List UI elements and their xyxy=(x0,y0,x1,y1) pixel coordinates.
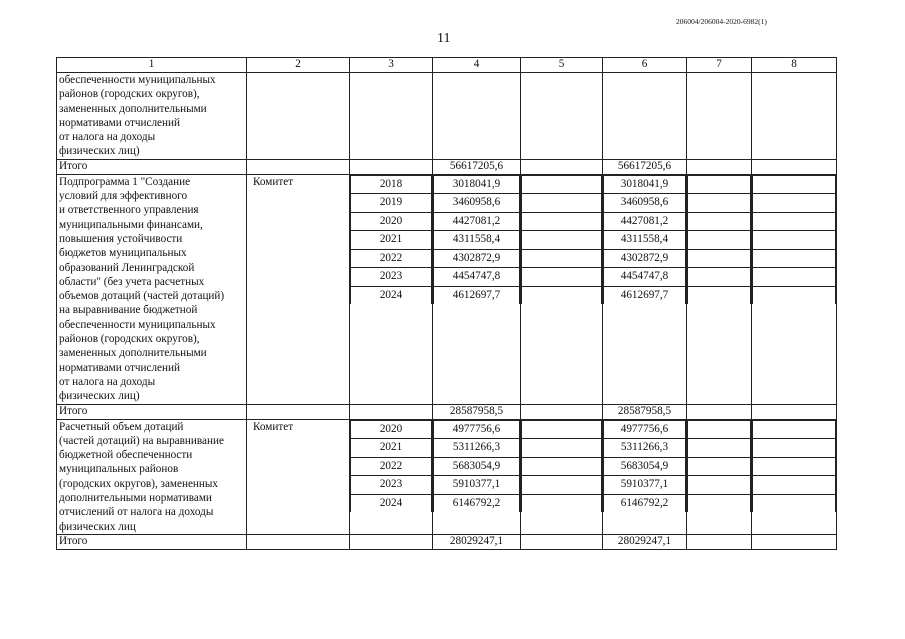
total-row xyxy=(57,404,837,419)
column-header: 3 xyxy=(350,58,433,73)
year-cell: 2020 xyxy=(351,420,432,439)
column-header: 8 xyxy=(752,58,837,73)
empty-cell xyxy=(753,457,836,476)
description-line: Подпрограмма 1 "Создание xyxy=(59,175,191,188)
amount-cell: 5910377,1 xyxy=(434,476,520,495)
empty-cell xyxy=(688,439,751,458)
description-line: и ответственного управления xyxy=(59,204,199,217)
year-cell: 2019 xyxy=(351,194,432,213)
description-line: физических лиц xyxy=(59,520,136,533)
description-line: объемов дотаций (частей дотаций) xyxy=(59,290,225,303)
description-line: дополнительными нормативами xyxy=(59,492,212,505)
description-line: замененных дополнительными xyxy=(59,347,207,360)
empty-cell xyxy=(753,439,836,458)
description-line: повышения устойчивости xyxy=(59,232,183,245)
column-header: 7 xyxy=(687,58,752,73)
amount-cell: 3018041,9 xyxy=(604,175,686,194)
empty-cell xyxy=(688,494,751,512)
empty-cell xyxy=(753,249,836,268)
amount-cell: 5683054,9 xyxy=(434,457,520,476)
description-line: обеспеченности муниципальных xyxy=(59,74,216,86)
empty-cell xyxy=(753,175,836,194)
description-line: области" (без учета расчетных xyxy=(59,275,205,288)
program-description xyxy=(57,174,247,404)
year-cell: 2024 xyxy=(351,286,432,304)
amount-cell: 3018041,9 xyxy=(434,175,520,194)
empty-cell xyxy=(688,420,751,439)
description-line: (городских округов), замененных xyxy=(59,477,219,490)
amount-cell: 5311266,3 xyxy=(434,439,520,458)
column-header: 5 xyxy=(521,58,603,73)
amount-cell: 4612697,7 xyxy=(604,286,686,304)
empty-cell xyxy=(522,194,602,213)
page-number: 11 xyxy=(437,31,451,46)
amount-cell: 5910377,1 xyxy=(604,476,686,495)
year-cell: 2023 xyxy=(351,268,432,287)
total-value: 28029247,1 xyxy=(433,534,521,549)
empty-cell xyxy=(753,476,836,495)
description-line: муниципальными финансами, xyxy=(59,218,203,231)
amount-cell: 4302872,9 xyxy=(434,249,520,268)
empty-cell xyxy=(688,175,751,194)
budget-table xyxy=(56,57,837,550)
empty-cell xyxy=(753,494,836,512)
column-header: 6 xyxy=(603,58,687,73)
description-line: нормативами отчислений xyxy=(59,116,180,129)
year-cell: 2020 xyxy=(351,212,432,231)
total-row xyxy=(57,534,837,549)
amount-cell: 4311558,4 xyxy=(604,231,686,250)
amount-cell: 5683054,9 xyxy=(604,457,686,476)
amount-cell: 4454747,8 xyxy=(434,268,520,287)
empty-cell xyxy=(688,231,751,250)
column-header: 1 xyxy=(57,58,247,73)
empty-cell xyxy=(688,476,751,495)
description-line: от налога на доходы xyxy=(59,131,156,144)
amount-cell: 4311558,4 xyxy=(434,231,520,250)
organization: Комитет xyxy=(247,419,350,534)
description-line: физических лиц) xyxy=(59,390,140,403)
year-cell: 2021 xyxy=(351,231,432,250)
description-line: обеспеченности муниципальных xyxy=(59,318,216,331)
empty-cell xyxy=(522,175,602,194)
year-cell: 2024 xyxy=(351,494,432,512)
amount-cell: 6146792,2 xyxy=(434,494,520,512)
description-line: районов (городских округов), xyxy=(59,88,200,101)
empty-cell xyxy=(688,212,751,231)
empty-cell xyxy=(522,476,602,495)
description-line: муниципальных районов xyxy=(59,463,179,476)
empty-cell xyxy=(753,231,836,250)
amount-cell: 4454747,8 xyxy=(604,268,686,287)
total-row xyxy=(57,159,837,174)
year-cell: 2018 xyxy=(351,175,432,194)
description-line: Расчетный объем дотаций xyxy=(59,420,184,433)
total-value: 56617205,6 xyxy=(433,159,521,174)
amount-cell: 4427081,2 xyxy=(434,212,520,231)
empty-cell xyxy=(522,231,602,250)
program-description xyxy=(57,73,247,160)
description-line: отчислений от налога на доходы xyxy=(59,506,214,519)
empty-cell xyxy=(688,457,751,476)
empty-cell xyxy=(753,286,836,304)
document-id: 206004/206004-2020-6982(1) xyxy=(676,17,767,26)
year-cell: 2021 xyxy=(351,439,432,458)
amount-cell: 3460958,6 xyxy=(604,194,686,213)
empty-cell xyxy=(753,212,836,231)
column-header: 4 xyxy=(433,58,521,73)
empty-cell xyxy=(753,420,836,439)
description-line: образований Ленинградской xyxy=(59,261,195,274)
amount-cell: 4977756,6 xyxy=(604,420,686,439)
total-label: Итого xyxy=(57,404,247,419)
total-label: Итого xyxy=(57,534,247,549)
empty-cell xyxy=(688,268,751,287)
organization: Комитет xyxy=(247,174,350,404)
description-line: от налога на доходы xyxy=(59,375,156,388)
empty-cell xyxy=(522,249,602,268)
year-cell: 2022 xyxy=(351,457,432,476)
year-cell: 2022 xyxy=(351,249,432,268)
total-value: 28029247,1 xyxy=(603,534,687,549)
description-line: районов (городских округов), xyxy=(59,333,200,346)
column-header: 2 xyxy=(247,58,350,73)
amount-cell: 6146792,2 xyxy=(604,494,686,512)
empty-cell xyxy=(522,439,602,458)
empty-cell xyxy=(522,494,602,512)
total-value: 56617205,6 xyxy=(603,159,687,174)
empty-cell xyxy=(522,286,602,304)
empty-cell xyxy=(522,268,602,287)
description-line: бюджетов муниципальных xyxy=(59,247,187,260)
table-row xyxy=(57,73,837,160)
description-line: (частей дотаций) на выравнивание xyxy=(59,434,224,447)
total-label: Итого xyxy=(57,159,247,174)
amount-cell: 5311266,3 xyxy=(604,439,686,458)
amount-cell: 4977756,6 xyxy=(434,420,520,439)
column-number-row xyxy=(57,58,837,73)
total-value: 28587958,5 xyxy=(433,404,521,419)
table-row xyxy=(57,174,837,404)
description-line: условий для эффективного xyxy=(59,190,188,203)
amount-cell: 4612697,7 xyxy=(434,286,520,304)
empty-cell xyxy=(753,268,836,287)
description-line: бюджетной обеспеченности xyxy=(59,449,193,462)
program-description xyxy=(57,419,247,534)
empty-cell xyxy=(688,194,751,213)
empty-cell xyxy=(522,457,602,476)
description-line: нормативами отчислений xyxy=(59,361,180,374)
empty-cell xyxy=(688,286,751,304)
year-cell: 2023 xyxy=(351,476,432,495)
empty-cell xyxy=(688,249,751,268)
empty-cell xyxy=(753,194,836,213)
amount-cell: 4302872,9 xyxy=(604,249,686,268)
amount-cell: 4427081,2 xyxy=(604,212,686,231)
table-row xyxy=(57,419,837,534)
description-line: физических лиц) xyxy=(59,145,140,158)
empty-cell xyxy=(522,420,602,439)
description-line: замененных дополнительными xyxy=(59,102,207,115)
amount-cell: 3460958,6 xyxy=(434,194,520,213)
total-value: 28587958,5 xyxy=(603,404,687,419)
empty-cell xyxy=(522,212,602,231)
description-line: на выравнивание бюджетной xyxy=(59,304,198,317)
